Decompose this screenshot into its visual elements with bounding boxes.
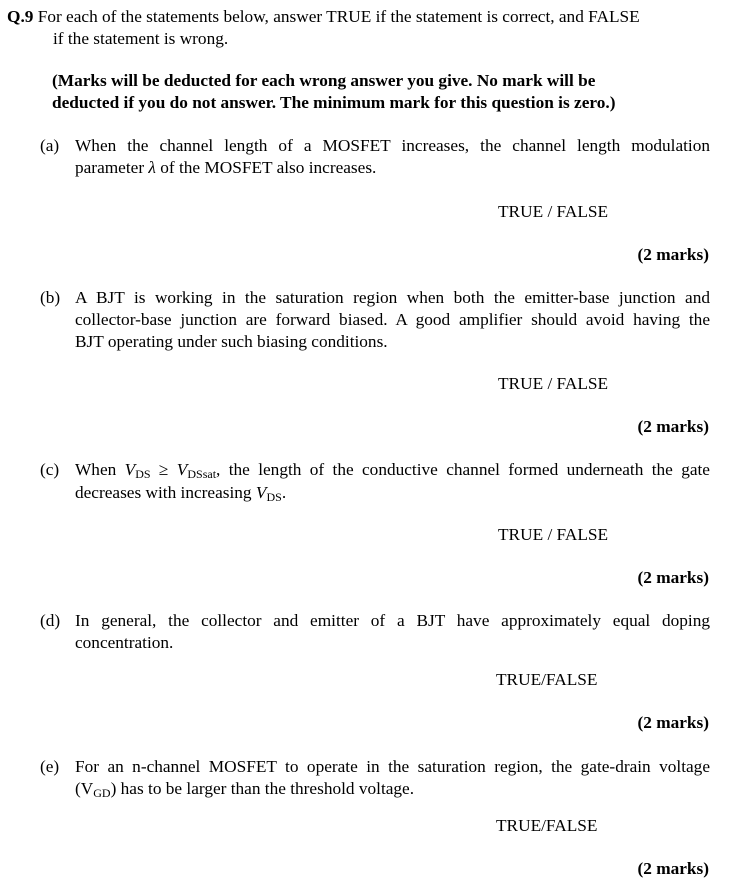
part-d-label: (d)	[40, 611, 61, 630]
v-dssat-symbol: $V_{DSsat}$	[176, 460, 217, 481]
part-a-label: (a)	[40, 136, 60, 155]
part-c-marks: (2 marks)	[637, 568, 709, 587]
question-stem	[7, 6, 717, 50]
part-c-label: (c)	[40, 460, 60, 479]
question-stem-line-2: if the statement is wrong.	[53, 29, 229, 48]
part-c-true-false-answer[interactable]: TRUE / FALSE	[498, 525, 609, 544]
part-b-true-false-answer[interactable]: TRUE / FALSE	[498, 374, 609, 393]
part-a-true-false-answer[interactable]: TRUE / FALSE	[498, 202, 609, 221]
v-ds-symbol-2: $V_{DS}$	[255, 483, 282, 504]
part-d-statement: In general, the collector and emitter of a BJT have approximately equal doping concentration.	[75, 611, 710, 652]
part-a-marks: (2 marks)	[637, 245, 709, 264]
question-stem-line-1: Q.9 For each of the statements below, answer TRUE if the statement is correct, and FALSE	[7, 7, 640, 26]
v-ds-symbol: $V_{DS}$	[124, 460, 151, 481]
part-b-statement: A BJT is working in the saturation region when both the emitter-base junction and collector-base junction are forward biased. A good amplifier should avoid having the BJT operating under such biasing conditions.	[75, 288, 710, 351]
part-d-marks: (2 marks)	[637, 713, 709, 732]
part-e-marks: (2 marks)	[637, 859, 709, 878]
part-d-true-false-answer[interactable]: TRUE/FALSE	[496, 670, 598, 689]
part-e-true-false-answer[interactable]: TRUE/FALSE	[496, 816, 598, 835]
part-c-statement: When $V_{DS} \ge V_{DSsat}$, the length of the conductive channel formed underneath the gate decreases with increasing $V_{DS}$.	[75, 460, 710, 504]
part-a-statement: When the channel length of a MOSFET increases, the channel length modulation parameter λ of the MOSFET also increases.	[75, 136, 710, 177]
lambda-symbol: λ	[148, 158, 156, 177]
question-number: Q.9	[7, 7, 34, 26]
geq-symbol: ≥	[158, 460, 169, 479]
part-e-statement: For an n-channel MOSFET to operate in the saturation region, the gate-drain voltage $(V_{GD})$ has to be larger than the threshold voltage.	[75, 757, 710, 800]
part-b-marks: (2 marks)	[637, 417, 709, 436]
marking-note-line-2: deducted if you do not answer. The minimum mark for this question is zero.)	[52, 93, 616, 112]
part-e-label: (e)	[40, 757, 60, 776]
marking-note	[52, 70, 712, 114]
marking-note-line-1: (Marks will be deducted for each wrong answer you give. No mark will be	[52, 71, 596, 90]
part-b-label: (b)	[40, 288, 61, 307]
